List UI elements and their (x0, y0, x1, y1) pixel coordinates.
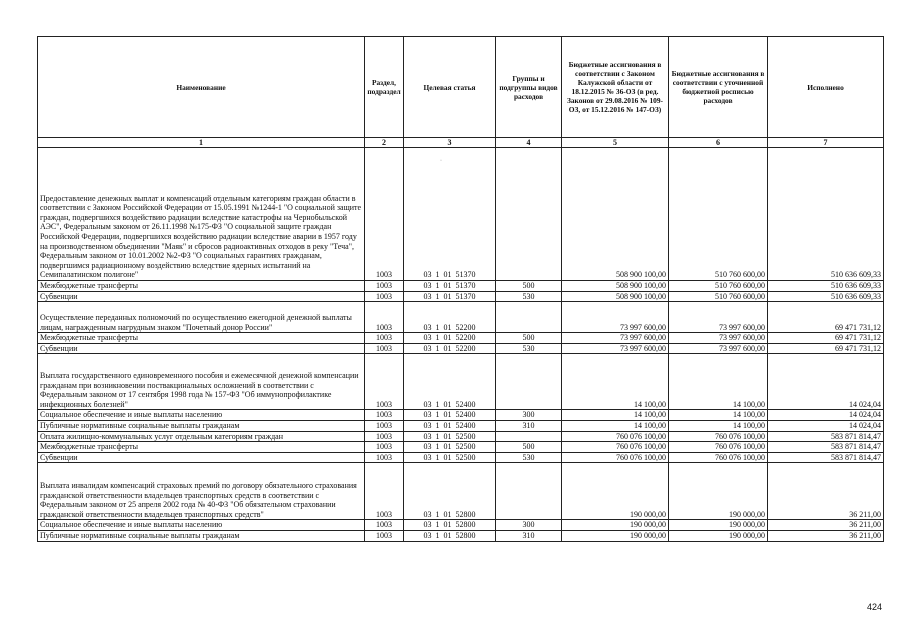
cell-executed: 510 636 609,33 (768, 281, 884, 292)
cell-budget-roster: 73 997 600,00 (669, 333, 768, 344)
cell-budget-roster: 73 997 600,00 (669, 343, 768, 354)
cell-target: 03 1 01 52400 (404, 410, 496, 421)
cell-section: 1003 (365, 420, 404, 431)
cell-section: 1003 (365, 410, 404, 421)
cell-budget-law: 190 000,00 (562, 463, 669, 520)
cell-section: 1003 (365, 302, 404, 333)
cell-budget-roster: 14 100,00 (669, 420, 768, 431)
cell-group (496, 148, 562, 281)
cell-executed: 583 871 814,47 (768, 431, 884, 442)
cell-name: Субвенции (38, 343, 365, 354)
cell-group (496, 354, 562, 410)
table-row (38, 530, 884, 541)
cell-name: Субвенции (38, 452, 365, 463)
cell-group: 500 (496, 333, 562, 344)
cell-executed: 510 636 609,33 (768, 148, 884, 281)
cell-section: 1003 (365, 333, 404, 344)
cell-executed: 36 211,00 (768, 530, 884, 541)
column-number: 4 (496, 138, 562, 148)
cell-group (496, 463, 562, 520)
column-number: 5 (562, 138, 669, 148)
cell-name: Публичные нормативные социальные выплаты гражданам (38, 420, 365, 431)
cell-target: 03 1 01 52200 (404, 302, 496, 333)
cell-target: 03 1 01 52200 (404, 343, 496, 354)
cell-budget-roster: 14 100,00 (669, 410, 768, 421)
cell-budget-roster: 190 000,00 (669, 530, 768, 541)
column-number: 7 (768, 138, 884, 148)
cell-group: 530 (496, 452, 562, 463)
cell-budget-law: 760 076 100,00 (562, 452, 669, 463)
cell-executed: 69 471 731,12 (768, 343, 884, 354)
cell-executed: 36 211,00 (768, 463, 884, 520)
cell-name: Осуществление переданных полномочий по осуществлению ежегодной денежной выплаты лицам, награжденным нагрудным знаком "Почетный донор России" (38, 302, 365, 333)
cell-budget-roster: 760 076 100,00 (669, 452, 768, 463)
cell-group: 500 (496, 281, 562, 292)
column-number: 2 (365, 138, 404, 148)
cell-group: 530 (496, 343, 562, 354)
cell-name: Межбюджетные трансферты (38, 442, 365, 453)
table-row (38, 302, 884, 333)
cell-budget-law: 73 997 600,00 (562, 333, 669, 344)
cell-group (496, 302, 562, 333)
table-row (38, 452, 884, 463)
cell-section: 1003 (365, 442, 404, 453)
page-number: 424 (867, 602, 883, 612)
cell-budget-roster: 760 076 100,00 (669, 431, 768, 442)
cell-section: 1003 (365, 452, 404, 463)
cell-section: 1003 (365, 343, 404, 354)
cell-group: 530 (496, 291, 562, 302)
cell-group: 500 (496, 442, 562, 453)
header-budget-law: Бюджетные ассигнования в соответствии с Законом Калужской области от 18.12.2015 № 36-ОЗ (в ред. Законов от 29.08.2016 № 109-ОЗ, от 15.12.2016 № 147-ОЗ) (562, 37, 669, 138)
cell-target: 03 1 01 52200 (404, 333, 496, 344)
cell-budget-roster: 190 000,00 (669, 463, 768, 520)
cell-budget-law: 14 100,00 (562, 420, 669, 431)
cell-group: 310 (496, 530, 562, 541)
cell-group: 300 (496, 520, 562, 531)
cell-executed: 69 471 731,12 (768, 302, 884, 333)
cell-section: 1003 (365, 354, 404, 410)
cell-section: 1003 (365, 291, 404, 302)
cell-section: 1003 (365, 431, 404, 442)
cell-target: 03 1 01 52500 (404, 442, 496, 453)
cell-executed: 36 211,00 (768, 520, 884, 531)
header-section: Раздел, подраздел (365, 37, 404, 138)
cell-section: 1003 (365, 463, 404, 520)
cell-name: Межбюджетные трансферты (38, 333, 365, 344)
header-executed: Исполнено (768, 37, 884, 138)
cell-section: 1003 (365, 520, 404, 531)
cell-section: 1003 (365, 530, 404, 541)
cell-name: Социальное обеспечение и иные выплаты населению (38, 410, 365, 421)
cell-executed: 510 636 609,33 (768, 291, 884, 302)
cell-executed: 583 871 814,47 (768, 452, 884, 463)
cell-target: 03 1 01 51370 (404, 281, 496, 292)
table-row (38, 281, 884, 292)
cell-budget-law: 190 000,00 (562, 530, 669, 541)
cell-target: 03 1 01 51370 (404, 148, 496, 281)
cell-target: 03 1 01 52800 (404, 530, 496, 541)
header-name: Наименование (38, 37, 365, 138)
table-row (38, 410, 884, 421)
cell-section: 1003 (365, 148, 404, 281)
cell-name: Выплата инвалидам компенсаций страховых премий по договору обязательного страхования гражданской ответственности владельцев транспортных средств в соответствии с Федеральным законом от 25 апреля 2002 года № 40-ФЗ "Об обязательном страховании гражданской ответственности владельцев транспортных средств" (38, 463, 365, 520)
cell-budget-law: 73 997 600,00 (562, 302, 669, 333)
column-number-row (38, 138, 884, 148)
cell-name: Субвенции (38, 291, 365, 302)
cell-executed: 69 471 731,12 (768, 333, 884, 344)
cell-budget-roster: 510 760 600,00 (669, 148, 768, 281)
table-row (38, 431, 884, 442)
cell-target: 03 1 01 52400 (404, 354, 496, 410)
cell-section: 1003 (365, 281, 404, 292)
cell-group: 310 (496, 420, 562, 431)
budget-table (37, 36, 884, 542)
table-row (38, 442, 884, 453)
cell-budget-law: 760 076 100,00 (562, 442, 669, 453)
cell-executed: 583 871 814,47 (768, 442, 884, 453)
header-target: Целевая статья (404, 37, 496, 138)
cell-target: 03 1 01 51370 (404, 291, 496, 302)
table-row (38, 354, 884, 410)
column-number: 3 (404, 138, 496, 148)
table-row (38, 343, 884, 354)
cell-target: 03 1 01 52500 (404, 452, 496, 463)
table-row (38, 148, 884, 281)
cell-budget-law: 190 000,00 (562, 520, 669, 531)
table-body (38, 148, 884, 542)
cell-target: 03 1 01 52400 (404, 420, 496, 431)
cell-name: Социальное обеспечение и иные выплаты населению (38, 520, 365, 531)
cell-budget-roster: 760 076 100,00 (669, 442, 768, 453)
table-row (38, 520, 884, 531)
cell-budget-law: 508 900 100,00 (562, 291, 669, 302)
cell-name: Оплата жилищно-коммунальных услуг отдельным категориям граждан (38, 431, 365, 442)
cell-budget-law: 73 997 600,00 (562, 343, 669, 354)
cell-group: 300 (496, 410, 562, 421)
cell-target: 03 1 01 52500 (404, 431, 496, 442)
table-row (38, 420, 884, 431)
table-row (38, 463, 884, 520)
cell-executed: 14 024,04 (768, 420, 884, 431)
cell-name: Публичные нормативные социальные выплаты гражданам (38, 530, 365, 541)
table-row (38, 333, 884, 344)
cell-budget-law: 760 076 100,00 (562, 431, 669, 442)
cell-budget-roster: 510 760 600,00 (669, 281, 768, 292)
scan-mark: · (440, 158, 442, 164)
cell-name: Межбюджетные трансферты (38, 281, 365, 292)
table-row (38, 291, 884, 302)
cell-budget-law: 508 900 100,00 (562, 281, 669, 292)
cell-budget-law: 14 100,00 (562, 410, 669, 421)
column-number: 1 (38, 138, 365, 148)
cell-name: Выплата государственного единовременного пособия и ежемесячной денежной компенсации гражданам при возникновении поствакцинальных осложнений в соответствии с Федеральным законом от 17 сентября 1998 года № 157-ФЗ "Об иммунопрофилактике инфекционных болезней" (38, 354, 365, 410)
cell-budget-law: 508 900 100,00 (562, 148, 669, 281)
cell-budget-roster: 510 760 600,00 (669, 291, 768, 302)
cell-target: 03 1 01 52800 (404, 520, 496, 531)
column-number: 6 (669, 138, 768, 148)
header-row (38, 37, 884, 138)
cell-executed: 14 024,04 (768, 354, 884, 410)
cell-budget-roster: 14 100,00 (669, 354, 768, 410)
cell-name: Предоставление денежных выплат и компенсаций отдельным категориям граждан области в соответствии с Законом Российской Федерации от 15.05.1991 №1244-1 "О социальной защите граждан, подвергшихся воздействию радиации вследствие катастрофы на Чернобыльской АЭС", Федеральным законом от 26.11.1998 №175-ФЗ "О социальной защите граждан Российской Федерации, подвергшихся воздействию радиации вследствие аварии в 1957 году на производственном объединении "Маяк" и сбросов радиоактивных отходов в реку "Теча", Федеральным законом от 10.01.2002 №2-ФЗ "О социальных гарантиях гражданам, подвергшимся радиационному воздействию вследствие ядерных испытаний на Семипалатинском полигоне" (38, 148, 365, 281)
cell-budget-law: 14 100,00 (562, 354, 669, 410)
header-group: Группы и подгруппы видов расходов (496, 37, 562, 138)
cell-budget-roster: 73 997 600,00 (669, 302, 768, 333)
cell-executed: 14 024,04 (768, 410, 884, 421)
cell-group (496, 431, 562, 442)
cell-budget-roster: 190 000,00 (669, 520, 768, 531)
header-budget-roster: Бюджетные ассигнования в соответствии с уточненной бюджетной росписью расходов (669, 37, 768, 138)
cell-target: 03 1 01 52800 (404, 463, 496, 520)
